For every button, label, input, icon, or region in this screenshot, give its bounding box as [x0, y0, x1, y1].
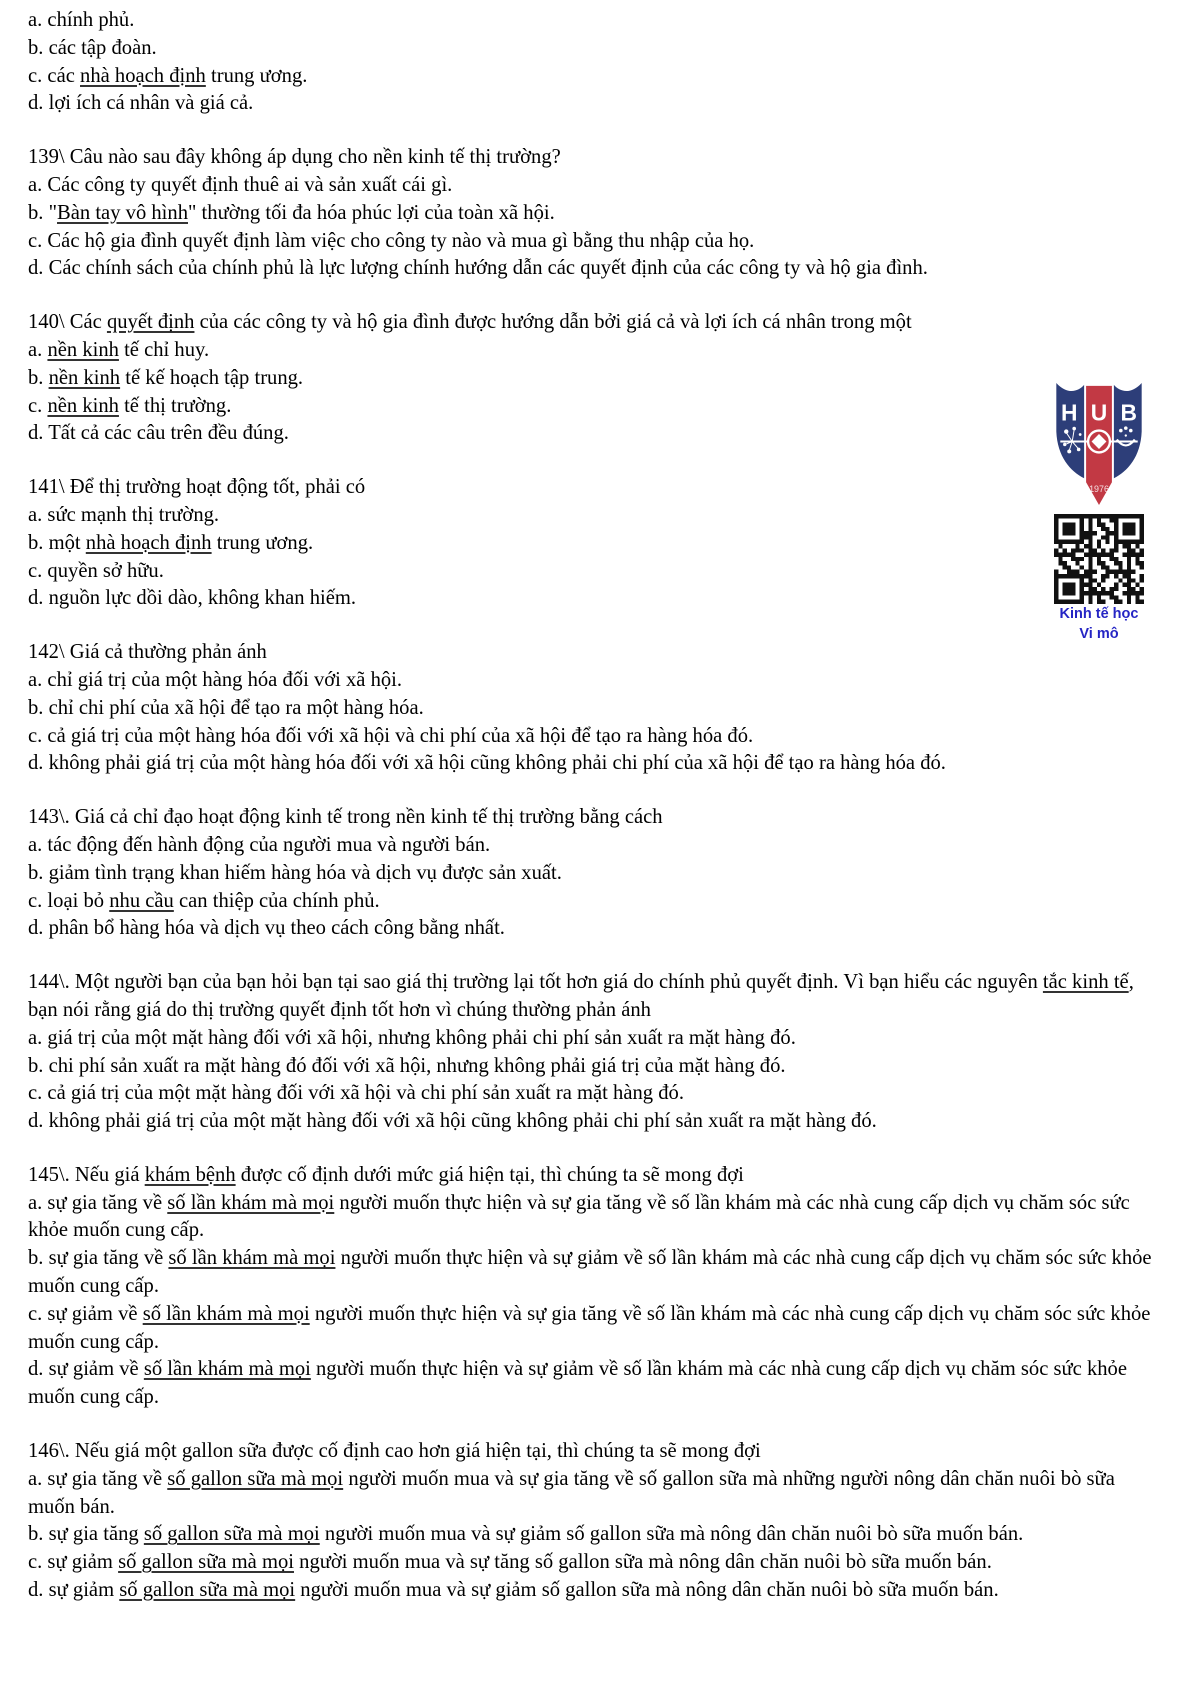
option-d: d. sự giảm số gallon sữa mà mọi người muốn mua và sự giảm số gallon sữa mà nông dân chăn nuôi bò sữa muốn bán.	[28, 1579, 999, 1602]
question-text: 142\ Giá cả thường phản ánh	[28, 641, 267, 664]
question-block	[28, 1438, 1164, 1605]
question-list	[28, 7, 1164, 1605]
question-text: 145\. Nếu giá khám bệnh được cố định dưới mức giá hiện tại, thì chúng ta sẽ mong đợi	[28, 1163, 744, 1186]
question-block	[28, 639, 1164, 778]
option-b: b. chi phí sản xuất ra mặt hàng đó đối với xã hội, nhưng không phải giá trị của mặt hàng đó.	[28, 1054, 786, 1077]
option-c: c. loại bỏ nhu cầu can thiệp của chính phủ.	[28, 889, 380, 912]
option-c: c. Các hộ gia đình quyết định làm việc cho công ty nào và mua gì bằng thu nhập của họ.	[28, 229, 755, 252]
option-c: c. sự giảm số gallon sữa mà mọi người muốn mua và sự tăng số gallon sữa mà nông dân chăn nuôi bò sữa muốn bán.	[28, 1551, 992, 1574]
option-d: d. Các chính sách của chính phủ là lực lượng chính hướng dẫn các quyết định của các công ty và hộ gia đình.	[28, 257, 928, 280]
option-a: a. nền kinh tế chỉ huy.	[28, 338, 210, 361]
hub-shield-icon	[1053, 376, 1145, 507]
hub-logo	[1053, 376, 1145, 507]
logo-letter-u: U	[1090, 399, 1108, 426]
option-c: c. các nhà hoạch định trung ương.	[28, 64, 308, 87]
qr-caption-line1: Kinh tế học	[1059, 606, 1139, 622]
option-b: b. các tập đoàn.	[28, 36, 157, 59]
logo-letter-h: H	[1060, 399, 1078, 426]
question-text: 146\. Nếu giá một gallon sữa được cố định cao hơn giá hiện tại, thì chúng ta sẽ mong đợi	[28, 1440, 761, 1463]
question-text: 143\. Giá cả chỉ đạo hoạt động kinh tế trong nền kinh tế thị trường bằng cách	[28, 806, 663, 829]
option-a: a. sức mạnh thị trường.	[28, 503, 220, 526]
option-d: d. nguồn lực dồi dào, không khan hiếm.	[28, 587, 357, 610]
question-block	[28, 474, 1164, 613]
option-d: d. sự giảm về số lần khám mà mọi người muốn thực hiện và sự giảm về số lần khám mà các nhà cung cấp dịch vụ chăm sóc sức khỏe muốn cung cấp.	[28, 1358, 1127, 1409]
option-c: c. cả giá trị của một hàng hóa đối với xã hội và chi phí của xã hội để tạo ra hàng hóa đó.	[28, 724, 754, 747]
option-a: a. sự gia tăng về số gallon sữa mà mọi người muốn mua và sự gia tăng về số gallon sữa mà những người nông dân chăn nuôi bò sữa muốn bán.	[28, 1467, 1115, 1518]
option-a: a. giá trị của một mặt hàng đối với xã hội, nhưng không phải chi phí sản xuất ra mặt hàng đó.	[28, 1026, 796, 1049]
question-text: 144\. Một người bạn của bạn hỏi bạn tại sao giá thị trường lại tốt hơn giá do chính phủ quyết định. Vì bạn hiểu các nguyên tắc kinh tế, bạn nói rằng giá do thị trường quyết định tốt hơn vì chúng thường phản ánh	[28, 971, 1134, 1021]
option-d: d. không phải giá trị của một mặt hàng đối với xã hội cũng không phải chi phí sản xuất ra mặt hàng đó.	[28, 1110, 877, 1133]
question-text: 139\ Câu nào sau đây không áp dụng cho nền kinh tế thị trường?	[28, 146, 561, 169]
option-b: b. "Bàn tay vô hình" thường tối đa hóa phúc lợi của toàn xã hội.	[28, 201, 555, 224]
qr-caption-line2: Vi mô	[1079, 625, 1119, 642]
option-d: d. không phải giá trị của một hàng hóa đối với xã hội cũng không phải chi phí của xã hội để tạo ra hàng hóa đó.	[28, 752, 946, 775]
option-a: a. chính phủ.	[28, 9, 135, 31]
option-a: a. chỉ giá trị của một hàng hóa đối với xã hội.	[28, 668, 403, 691]
qr-code	[1054, 514, 1144, 604]
option-a: a. tác động đến hành động của người mua và người bán.	[28, 833, 491, 856]
option-b: b. sự gia tăng số gallon sữa mà mọi người muốn mua và sự giảm số gallon sữa mà nông dân chăn nuôi bò sữa muốn bán.	[28, 1523, 1024, 1546]
option-b: b. giảm tình trạng khan hiếm hàng hóa và dịch vụ được sản xuất.	[28, 861, 562, 884]
option-b: b. chỉ chi phí của xã hội để tạo ra một hàng hóa.	[28, 696, 424, 719]
option-a: a. sự gia tăng về số lần khám mà mọi người muốn thực hiện và sự gia tăng về số lần khám mà các nhà cung cấp dịch vụ chăm sóc sức khỏe muốn cung cấp.	[28, 1191, 1130, 1242]
option-c: c. sự giảm về số lần khám mà mọi người muốn thực hiện và sự gia tăng về số lần khám mà các nhà cung cấp dịch vụ chăm sóc sức khỏe muốn cung cấp.	[28, 1302, 1151, 1353]
question-block	[28, 144, 1164, 283]
option-d: d. phân bổ hàng hóa và dịch vụ theo cách công bằng nhất.	[28, 917, 505, 940]
option-c: c. nền kinh tế thị trường.	[28, 394, 232, 417]
logo-year: 1976	[1089, 484, 1109, 495]
logo-letter-b: B	[1120, 399, 1138, 426]
question-block	[28, 804, 1164, 943]
question-block	[28, 969, 1164, 1136]
question-block	[28, 1162, 1164, 1412]
question-text: 140\ Các quyết định của các công ty và hộ gia đình được hướng dẫn bởi giá cả và lợi ích cá nhân trong một	[28, 311, 912, 334]
question-block	[28, 309, 1164, 448]
option-c: c. quyền sở hữu.	[28, 559, 164, 582]
option-b: b. sự gia tăng về số lần khám mà mọi người muốn thực hiện và sự giảm về số lần khám mà các nhà cung cấp dịch vụ chăm sóc sức khỏe muốn cung cấp.	[28, 1247, 1152, 1298]
option-d: d. Tất cả các câu trên đều đúng.	[28, 422, 289, 445]
option-d: d. lợi ích cá nhân và giá cả.	[28, 92, 254, 115]
question-block	[28, 7, 1164, 118]
question-text: 141\ Để thị trường hoạt động tốt, phải có	[28, 476, 366, 499]
option-a: a. Các công ty quyết định thuê ai và sản xuất cái gì.	[28, 173, 453, 196]
option-b: b. một nhà hoạch định trung ương.	[28, 531, 314, 554]
option-c: c. cả giá trị của một mặt hàng đối với xã hội và chi phí sản xuất ra mặt hàng đó.	[28, 1082, 684, 1105]
course-badge	[1051, 376, 1147, 643]
option-b: b. nền kinh tế kế hoạch tập trung.	[28, 366, 304, 389]
